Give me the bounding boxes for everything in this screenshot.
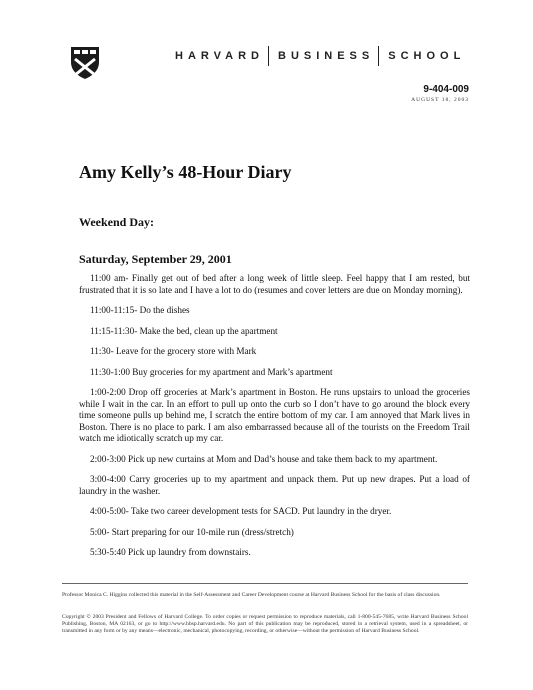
diary-entry: 5:30-5:40 Pick up laundry from downstairs. [90,547,251,557]
diary-entry: 2:00-3:00 Pick up new curtains at Mom and Dad’s house and take them back to my apartment. [90,453,438,464]
diary-entry: 5:00- Start preparing for our 10-mile run (dress/stretch) [90,526,294,537]
diary-entries [79,273,470,568]
diary-entry: 11:30-1:00 Buy groceries for my apartment and Mark’s apartment [90,366,333,377]
page-title: Amy Kelly’s 48-Hour Diary [79,162,292,182]
diary-entry: 11:00 am- Finally get out of bed after a long week of little sleep. Feel happy that I am rested, but frustrated that it is so late and I have a lot to do (resumes and cover letters are due on Monday morning). [79,273,470,295]
diary-entry: 3:00-4:00 Carry groceries up to my apartment and unpack them. Put up new drapes. Put a load of laundry in the washer. [79,474,470,496]
diary-entry: 1:00-2:00 Drop off groceries at Mark’s apartment in Boston. He runs upstairs to unload the groceries while I wait in the car. In an effort to pull up onto the curb so I don’t have to go around the block every time someone pulls up behind me, I scratch the entire bottom of my car. I am annoyed that Mark lives in Boston. There is no place to park. I am also embarrassed because all of the tourists on the Freedom Trail watch me idiotically scratch up my car. [79,387,470,443]
footnote-divider [62,583,468,584]
document-number: 9-404-009 [423,84,469,95]
diary-entry: 11:15-11:30- Make the bed, clean up the apartment [90,325,278,336]
masthead-business: BUSINESS [278,50,375,62]
diary-entry: 11:30- Leave for the grocery store with Mark [90,346,257,356]
masthead-school: SCHOOL [388,50,466,62]
date-heading: Saturday, September 29, 2001 [79,252,232,266]
document-date: AUGUST 18, 2003 [411,97,469,103]
diary-entry: 11:00-11:15- Do the dishes [90,305,190,315]
diary-entry: 4:00-5:00- Take two career development tests for SACD. Put laundry in the dryer. [90,506,392,516]
harvard-shield-icon [70,46,100,80]
masthead [175,46,465,66]
footnote-author: Professor Monica C. Higgins collected this material in the Self-Assessment and Career Development course at Harvard Business School for the basis of class discussion. [62,592,441,598]
masthead-divider [268,46,269,66]
masthead-divider [378,46,379,66]
masthead-harvard: HARVARD [175,50,264,62]
section-heading: Weekend Day: [79,215,154,229]
footnote-copyright: Copyright © 2003 President and Fellows of Harvard College. To order copies or request permission to reproduce materials, call 1-800-545-7685, write Harvard Business School Publishing, Boston, MA 02163, or go to http://www.hbsp.harvard.edu. No part of this publication may be reproduced, stored in a retrieval system, used in a spreadsheet, or transmitted in any form or by any means—electronic, mechanical, photocopying, recording, or otherwise—without the permission of Harvard Business School. [62,614,468,634]
